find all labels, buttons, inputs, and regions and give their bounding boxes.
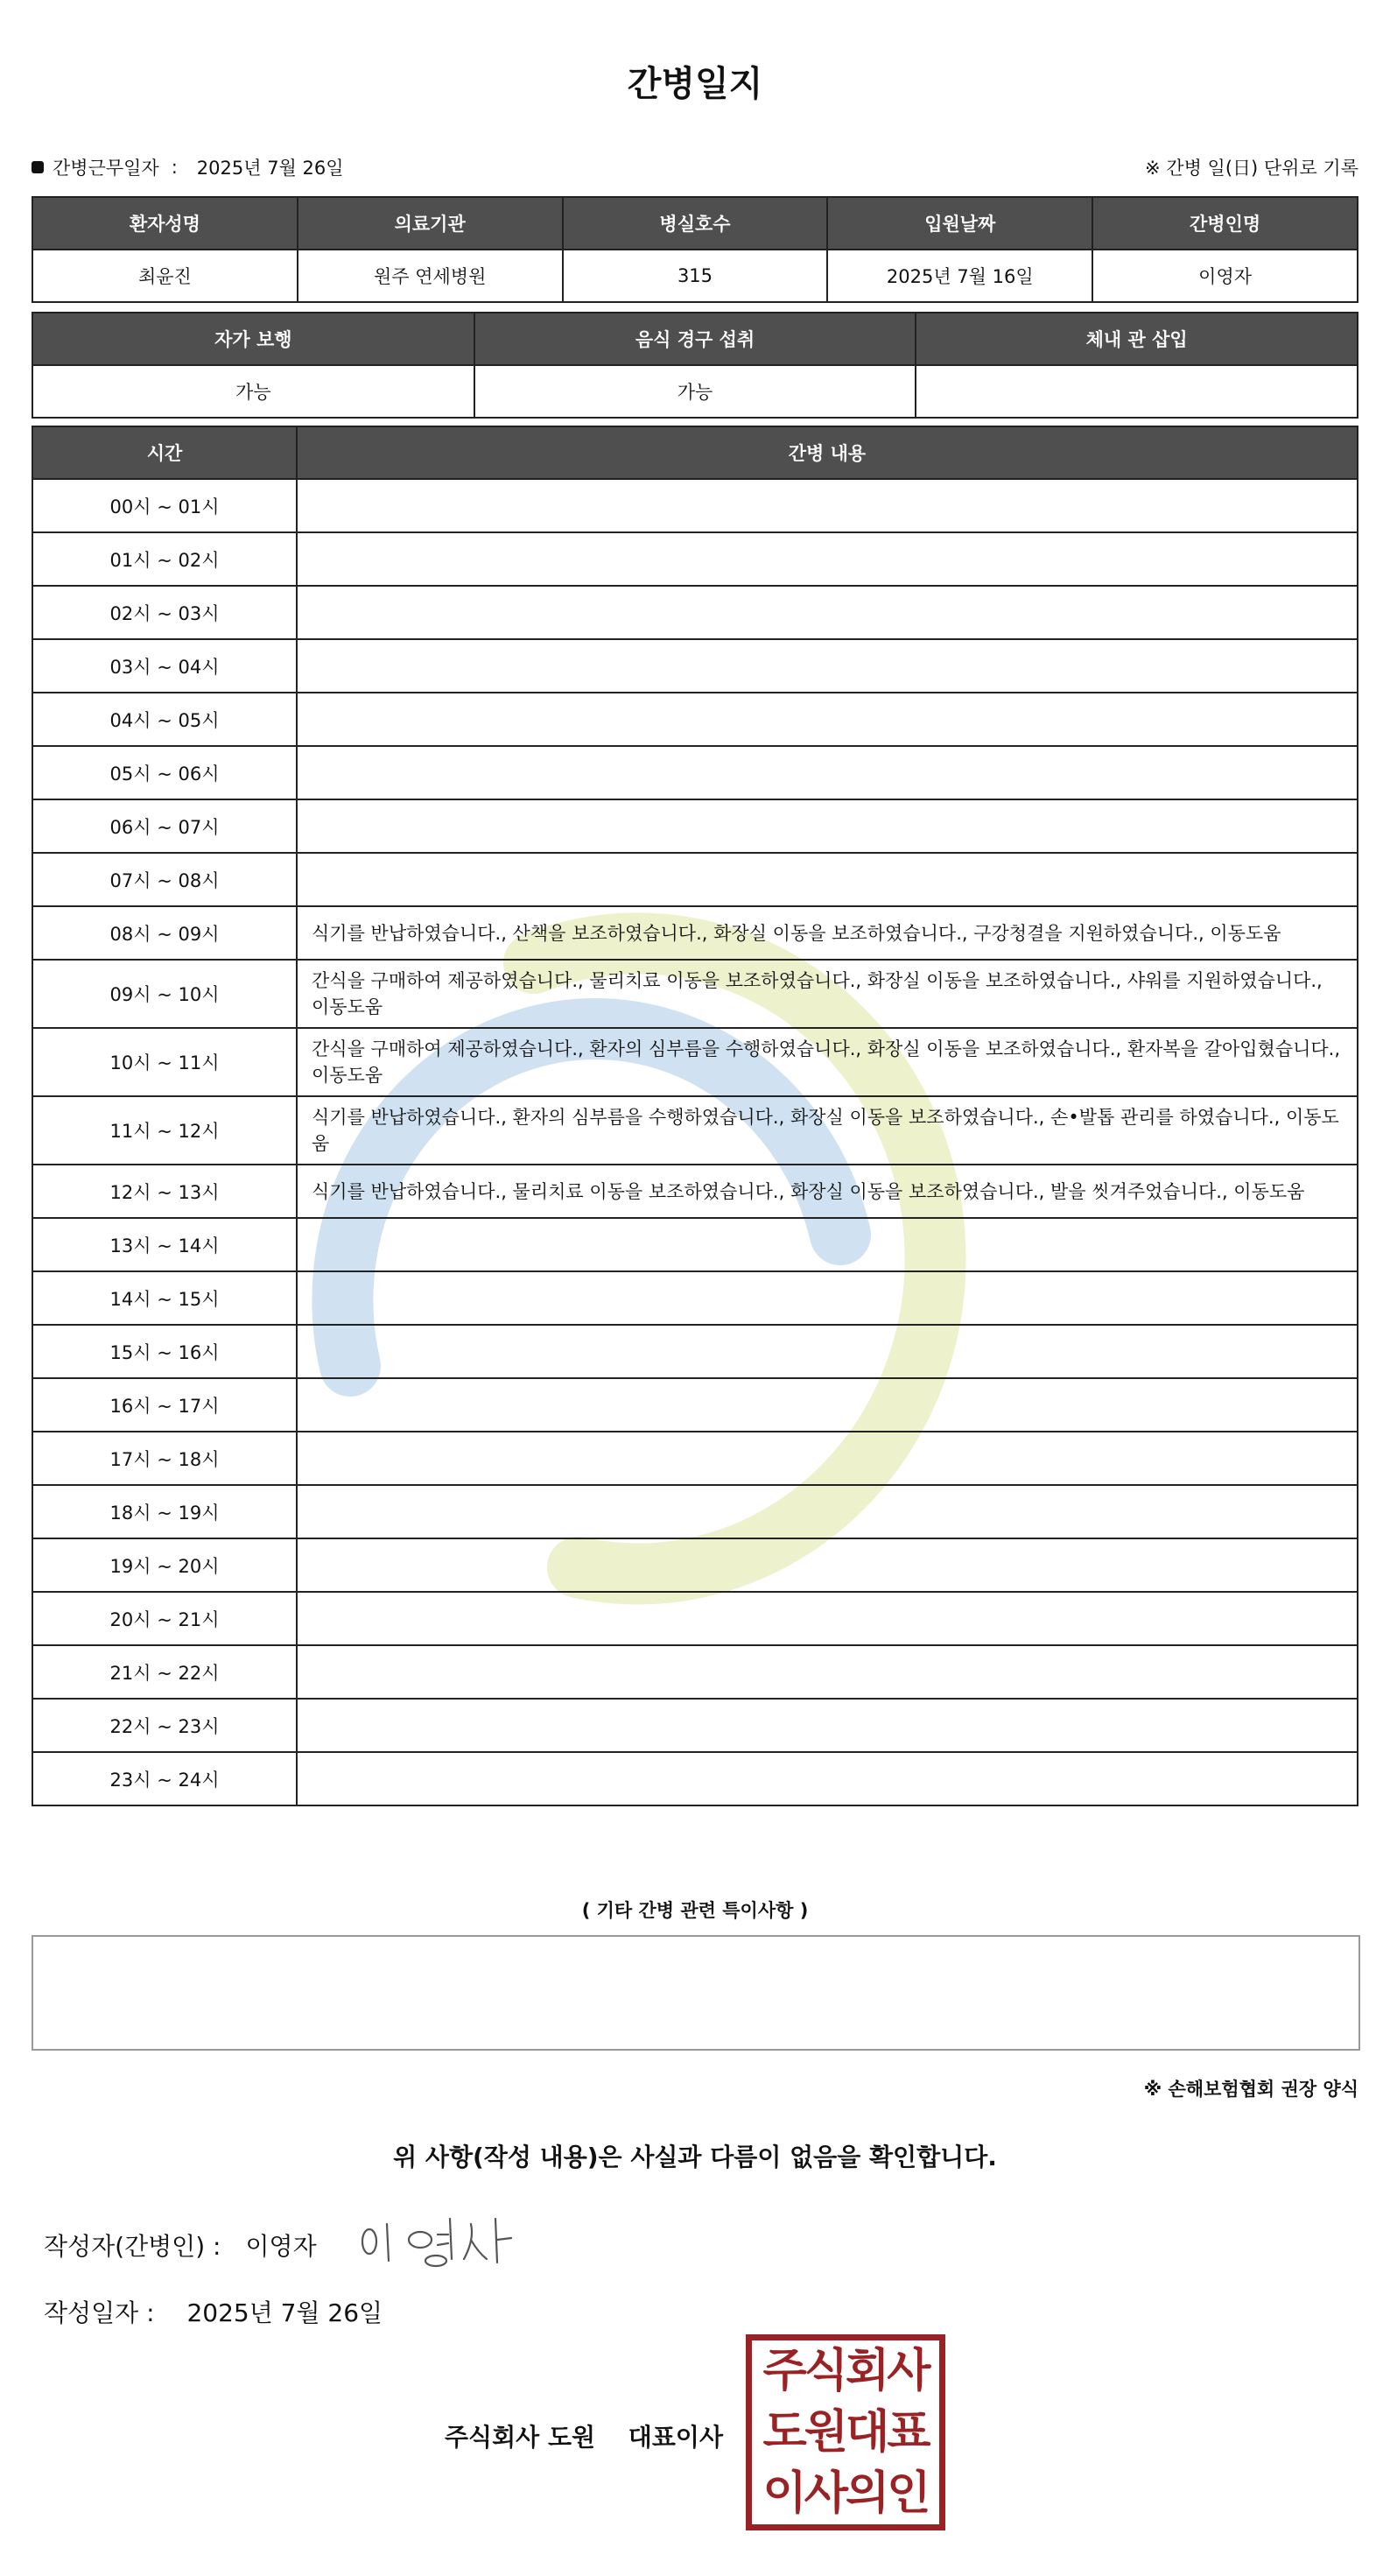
table-row bbox=[32, 639, 1358, 693]
seal-line-1: 주식회사 bbox=[762, 2345, 929, 2397]
care-log-header-row bbox=[32, 426, 1358, 479]
writer-label: 작성자(간병인) : bbox=[44, 2232, 221, 2261]
header-admission-date: 입원날짜 bbox=[827, 197, 1092, 250]
time-cell: 09시 ~ 10시 bbox=[32, 960, 297, 1028]
table-row bbox=[32, 853, 1358, 906]
time-cell: 07시 ~ 08시 bbox=[32, 853, 297, 906]
table-row bbox=[32, 1645, 1358, 1699]
table-row bbox=[32, 799, 1358, 853]
table-row bbox=[32, 586, 1358, 639]
time-cell: 05시 ~ 06시 bbox=[32, 746, 297, 799]
care-content-cell: 간식을 구매하여 제공하였습니다., 환자의 심부름을 수행하였습니다., 화장실 이동을 보조하였습니다., 환자복을 갈아입혔습니다., 이동도움 bbox=[297, 1028, 1358, 1096]
table-row bbox=[32, 1538, 1358, 1592]
care-content-cell bbox=[297, 1325, 1358, 1378]
writer-name: 이영자 bbox=[245, 2232, 317, 2261]
patient-info-header-row bbox=[32, 197, 1358, 250]
company-seal-stamp bbox=[746, 2334, 945, 2530]
table-row bbox=[32, 746, 1358, 799]
time-cell: 11시 ~ 12시 bbox=[32, 1096, 297, 1165]
table-row bbox=[32, 960, 1358, 1028]
table-row bbox=[32, 1096, 1358, 1165]
table-row bbox=[32, 1752, 1358, 1805]
time-cell: 04시 ~ 05시 bbox=[32, 693, 297, 746]
care-content-cell bbox=[297, 1218, 1358, 1271]
table-row bbox=[32, 1028, 1358, 1096]
time-cell: 18시 ~ 19시 bbox=[32, 1485, 297, 1538]
company-name: 주식회사 도원 bbox=[445, 2423, 596, 2452]
patient-info-value-row bbox=[32, 250, 1358, 302]
oral-intake-value: 가능 bbox=[474, 365, 916, 418]
time-cell: 14시 ~ 15시 bbox=[32, 1271, 297, 1325]
care-content-cell bbox=[297, 1592, 1358, 1645]
header-patient-name: 환자성명 bbox=[32, 197, 298, 250]
self-walking-value: 가능 bbox=[32, 365, 474, 418]
care-content-cell: 식기를 반납하였습니다., 물리치료 이동을 보조하였습니다., 화장실 이동을 보조하였습니다., 발을 씻겨주었습니다., 이동도움 bbox=[297, 1165, 1358, 1218]
header-caregiver-name: 간병인명 bbox=[1092, 197, 1358, 250]
table-row bbox=[32, 1699, 1358, 1752]
time-cell: 13시 ~ 14시 bbox=[32, 1218, 297, 1271]
care-content-cell bbox=[297, 586, 1358, 639]
company-signature-line bbox=[445, 2418, 723, 2453]
care-content-cell bbox=[297, 1645, 1358, 1699]
header-self-walking: 자가 보행 bbox=[32, 313, 474, 365]
time-cell: 16시 ~ 17시 bbox=[32, 1378, 297, 1432]
care-content-cell: 간식을 구매하여 제공하였습니다., 물리치료 이동을 보조하였습니다., 화장실 이동을 보조하였습니다., 샤워를 지원하였습니다., 이동도움 bbox=[297, 960, 1358, 1028]
time-cell: 19시 ~ 20시 bbox=[32, 1538, 297, 1592]
tube-insertion-value bbox=[916, 365, 1358, 418]
time-cell: 15시 ~ 16시 bbox=[32, 1325, 297, 1378]
header-time: 시간 bbox=[32, 426, 297, 479]
time-cell: 22시 ~ 23시 bbox=[32, 1699, 297, 1752]
admission-date: 2025년 7월 16일 bbox=[827, 250, 1092, 302]
time-cell: 06시 ~ 07시 bbox=[32, 799, 297, 853]
patient-info-table bbox=[32, 196, 1358, 303]
write-date-row bbox=[44, 2294, 383, 2329]
time-cell: 08시 ~ 09시 bbox=[32, 906, 297, 960]
table-row bbox=[32, 693, 1358, 746]
bullet-square-icon bbox=[32, 161, 44, 173]
care-content-cell bbox=[297, 1752, 1358, 1805]
seal-line-3: 이사의인 bbox=[762, 2467, 929, 2520]
header-room-number: 병실호수 bbox=[563, 197, 828, 250]
care-content-cell: 식기를 반납하였습니다., 환자의 심부름을 수행하였습니다., 화장실 이동을 보조하였습니다., 손•발톱 관리를 하였습니다., 이동도움 bbox=[297, 1096, 1358, 1165]
care-content-cell: 식기를 반납하였습니다., 산책을 보조하였습니다., 화장실 이동을 보조하였습니다., 구강청결을 지원하였습니다., 이동도움 bbox=[297, 906, 1358, 960]
record-unit-note: ※ 간병 일(日) 단위로 기록 bbox=[1145, 158, 1358, 179]
header-tube-insertion: 체내 관 삽입 bbox=[916, 313, 1358, 365]
table-row bbox=[32, 1432, 1358, 1485]
table-row bbox=[32, 1485, 1358, 1538]
confirmation-statement: 위 사항(작성 내용)은 사실과 다름이 없음을 확인합니다. bbox=[393, 2143, 997, 2171]
care-content-cell bbox=[297, 853, 1358, 906]
company-ceo-title: 대표이사 bbox=[628, 2423, 723, 2452]
time-cell: 01시 ~ 02시 bbox=[32, 532, 297, 586]
header-care-content: 간병 내용 bbox=[297, 426, 1358, 479]
table-row bbox=[32, 1378, 1358, 1432]
header-oral-intake: 음식 경구 섭취 bbox=[474, 313, 916, 365]
care-content-cell bbox=[297, 532, 1358, 586]
table-row bbox=[32, 479, 1358, 532]
work-date-value: 2025년 7월 26일 bbox=[196, 158, 344, 179]
time-cell: 00시 ~ 01시 bbox=[32, 479, 297, 532]
table-row bbox=[32, 1165, 1358, 1218]
time-cell: 17시 ~ 18시 bbox=[32, 1432, 297, 1485]
form-source-note: ※ 손해보험협회 권장 양식 bbox=[1143, 2079, 1358, 2100]
work-date-label: 간병근무일자 bbox=[53, 158, 159, 179]
write-date-label: 작성일자 : bbox=[44, 2298, 155, 2327]
table-row bbox=[32, 532, 1358, 586]
handwritten-signature bbox=[357, 2214, 523, 2271]
patient-status-table bbox=[32, 312, 1358, 419]
work-date-row bbox=[32, 154, 344, 180]
care-content-cell bbox=[297, 1699, 1358, 1752]
care-log-table bbox=[32, 426, 1358, 1806]
hospital-name: 원주 연세병원 bbox=[298, 250, 563, 302]
seal-line-2: 도원대표 bbox=[762, 2406, 929, 2459]
care-log-body bbox=[32, 479, 1358, 1805]
care-content-cell bbox=[297, 1538, 1358, 1592]
care-content-cell bbox=[297, 1271, 1358, 1325]
care-content-cell bbox=[297, 1485, 1358, 1538]
work-date-separator: : bbox=[171, 157, 178, 178]
table-row bbox=[32, 1271, 1358, 1325]
room-number: 315 bbox=[563, 250, 828, 302]
notes-box bbox=[32, 1935, 1360, 2051]
care-content-cell bbox=[297, 1378, 1358, 1432]
time-cell: 20시 ~ 21시 bbox=[32, 1592, 297, 1645]
header-hospital: 의료기관 bbox=[298, 197, 563, 250]
time-cell: 03시 ~ 04시 bbox=[32, 639, 297, 693]
document-title: 간병일지 bbox=[627, 64, 763, 104]
care-content-cell bbox=[297, 799, 1358, 853]
time-cell: 10시 ~ 11시 bbox=[32, 1028, 297, 1096]
table-row bbox=[32, 906, 1358, 960]
patient-status-value-row bbox=[32, 365, 1358, 418]
patient-name: 최윤진 bbox=[32, 250, 298, 302]
table-row bbox=[32, 1218, 1358, 1271]
care-content-cell bbox=[297, 1432, 1358, 1485]
patient-status-header-row bbox=[32, 313, 1358, 365]
caregiver-name: 이영자 bbox=[1092, 250, 1358, 302]
table-row bbox=[32, 1592, 1358, 1645]
care-content-cell bbox=[297, 479, 1358, 532]
write-date-value: 2025년 7월 26일 bbox=[186, 2298, 383, 2327]
time-cell: 21시 ~ 22시 bbox=[32, 1645, 297, 1699]
time-cell: 12시 ~ 13시 bbox=[32, 1165, 297, 1218]
care-content-cell bbox=[297, 639, 1358, 693]
care-content-cell bbox=[297, 693, 1358, 746]
notes-title: ( 기타 간병 관련 특이사항 ) bbox=[581, 1900, 809, 1921]
time-cell: 02시 ~ 03시 bbox=[32, 586, 297, 639]
table-row bbox=[32, 1325, 1358, 1378]
writer-row bbox=[44, 2228, 317, 2263]
time-cell: 23시 ~ 24시 bbox=[32, 1752, 297, 1805]
care-content-cell bbox=[297, 746, 1358, 799]
